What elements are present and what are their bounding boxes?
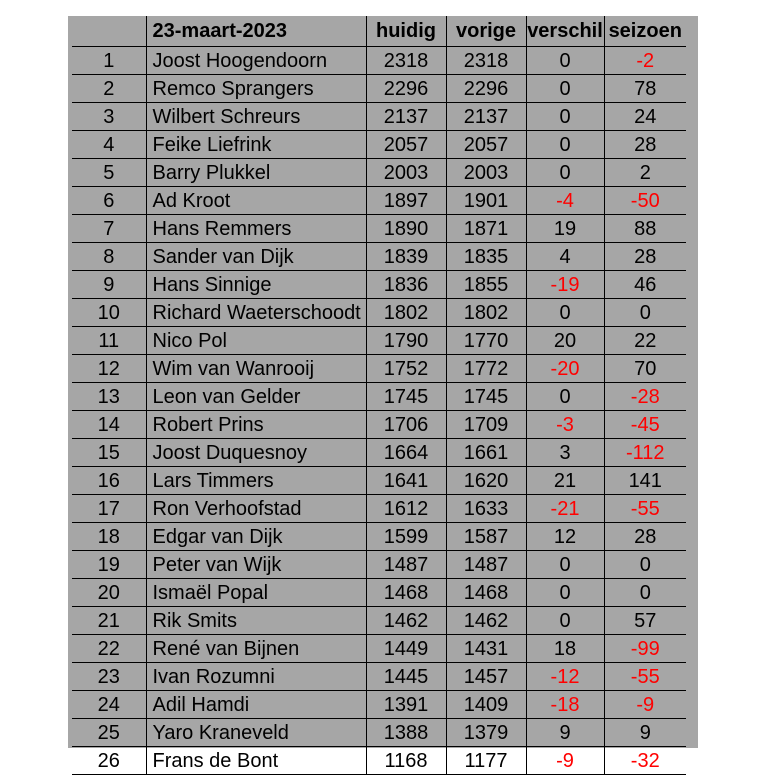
difference-cell: 0 <box>526 383 604 411</box>
previous-column-header: vorige <box>446 16 526 47</box>
current-rating-cell: 1706 <box>366 411 446 439</box>
table-row <box>72 215 686 243</box>
current-rating-cell: 1790 <box>366 327 446 355</box>
previous-rating-cell: 1462 <box>446 607 526 635</box>
table-row <box>72 607 686 635</box>
rank-cell: 1 <box>72 47 146 75</box>
player-name-cell: Robert Prins <box>146 411 366 439</box>
season-change-cell: 0 <box>604 299 686 327</box>
rank-cell: 26 <box>72 747 146 775</box>
difference-cell: -19 <box>526 271 604 299</box>
player-name-cell: Joost Duquesnoy <box>146 439 366 467</box>
table-row <box>72 523 686 551</box>
difference-cell: 9 <box>526 719 604 747</box>
season-change-cell: 22 <box>604 327 686 355</box>
season-change-cell: -45 <box>604 411 686 439</box>
season-change-cell: 141 <box>604 467 686 495</box>
table-row <box>72 187 686 215</box>
current-rating-cell: 1468 <box>366 579 446 607</box>
rank-cell: 14 <box>72 411 146 439</box>
difference-cell: -9 <box>526 747 604 775</box>
difference-cell: 0 <box>526 579 604 607</box>
difference-cell: 0 <box>526 103 604 131</box>
previous-rating-cell: 1620 <box>446 467 526 495</box>
table-row <box>72 747 686 775</box>
rank-cell: 19 <box>72 551 146 579</box>
rank-column-header <box>72 16 146 47</box>
season-change-cell: 28 <box>604 131 686 159</box>
table-row <box>72 327 686 355</box>
season-change-cell: -28 <box>604 383 686 411</box>
table-row <box>72 439 686 467</box>
rank-cell: 16 <box>72 467 146 495</box>
previous-rating-cell: 2003 <box>446 159 526 187</box>
difference-cell: 0 <box>526 607 604 635</box>
difference-cell: -18 <box>526 691 604 719</box>
difference-cell: -12 <box>526 663 604 691</box>
difference-cell: 0 <box>526 551 604 579</box>
rank-cell: 17 <box>72 495 146 523</box>
previous-rating-cell: 1468 <box>446 579 526 607</box>
rank-cell: 20 <box>72 579 146 607</box>
previous-rating-cell: 1431 <box>446 635 526 663</box>
player-name-cell: Feike Liefrink <box>146 131 366 159</box>
player-name-cell: Edgar van Dijk <box>146 523 366 551</box>
player-name-cell: Hans Remmers <box>146 215 366 243</box>
season-change-cell: 24 <box>604 103 686 131</box>
table-row <box>72 495 686 523</box>
previous-rating-cell: 1871 <box>446 215 526 243</box>
season-change-cell: -55 <box>604 495 686 523</box>
difference-column-header: verschil <box>526 16 604 47</box>
table-row <box>72 355 686 383</box>
current-rating-cell: 1839 <box>366 243 446 271</box>
difference-cell: 0 <box>526 299 604 327</box>
player-name-cell: Ad Kroot <box>146 187 366 215</box>
rank-cell: 22 <box>72 635 146 663</box>
current-rating-cell: 1449 <box>366 635 446 663</box>
difference-cell: 4 <box>526 243 604 271</box>
difference-cell: 20 <box>526 327 604 355</box>
table-row <box>72 131 686 159</box>
header-row <box>72 16 686 47</box>
season-change-cell: -2 <box>604 47 686 75</box>
difference-cell: 0 <box>526 159 604 187</box>
player-name-cell: Yaro Kraneveld <box>146 719 366 747</box>
rank-cell: 25 <box>72 719 146 747</box>
current-rating-cell: 1890 <box>366 215 446 243</box>
table-header <box>72 16 686 47</box>
season-change-cell: 78 <box>604 75 686 103</box>
player-name-cell: Peter van Wijk <box>146 551 366 579</box>
season-change-cell: -9 <box>604 691 686 719</box>
current-rating-cell: 2296 <box>366 75 446 103</box>
previous-rating-cell: 1587 <box>446 523 526 551</box>
current-rating-cell: 2003 <box>366 159 446 187</box>
season-change-cell: 28 <box>604 243 686 271</box>
current-rating-cell: 2137 <box>366 103 446 131</box>
player-name-cell: Ivan Rozumni <box>146 663 366 691</box>
previous-rating-cell: 1379 <box>446 719 526 747</box>
difference-cell: 12 <box>526 523 604 551</box>
table-row <box>72 663 686 691</box>
player-name-cell: Frans de Bont <box>146 747 366 775</box>
player-name-cell: Remco Sprangers <box>146 75 366 103</box>
table-row <box>72 299 686 327</box>
rank-cell: 7 <box>72 215 146 243</box>
season-change-cell: 28 <box>604 523 686 551</box>
difference-cell: -4 <box>526 187 604 215</box>
previous-rating-cell: 1177 <box>446 747 526 775</box>
player-name-cell: Leon van Gelder <box>146 383 366 411</box>
table-row <box>72 47 686 75</box>
previous-rating-cell: 1802 <box>446 299 526 327</box>
season-change-cell: -99 <box>604 635 686 663</box>
table-row <box>72 243 686 271</box>
current-rating-cell: 1168 <box>366 747 446 775</box>
player-name-cell: Rik Smits <box>146 607 366 635</box>
player-name-cell: Hans Sinnige <box>146 271 366 299</box>
date-header: 23-maart-2023 <box>146 16 366 47</box>
rank-cell: 21 <box>72 607 146 635</box>
current-rating-cell: 2057 <box>366 131 446 159</box>
rank-cell: 8 <box>72 243 146 271</box>
current-rating-cell: 2318 <box>366 47 446 75</box>
rank-cell: 15 <box>72 439 146 467</box>
season-change-cell: 88 <box>604 215 686 243</box>
current-rating-cell: 1897 <box>366 187 446 215</box>
season-change-cell: 0 <box>604 551 686 579</box>
table-body <box>72 47 686 775</box>
current-rating-cell: 1487 <box>366 551 446 579</box>
difference-cell: 0 <box>526 47 604 75</box>
player-name-cell: Ron Verhoofstad <box>146 495 366 523</box>
current-rating-cell: 1836 <box>366 271 446 299</box>
current-column-header: huidig <box>366 16 446 47</box>
season-change-cell: -112 <box>604 439 686 467</box>
player-name-cell: Nico Pol <box>146 327 366 355</box>
rank-cell: 3 <box>72 103 146 131</box>
table-row <box>72 159 686 187</box>
table-row <box>72 75 686 103</box>
table-row <box>72 467 686 495</box>
rank-cell: 24 <box>72 691 146 719</box>
season-change-cell: -50 <box>604 187 686 215</box>
player-name-cell: Barry Plukkel <box>146 159 366 187</box>
current-rating-cell: 1802 <box>366 299 446 327</box>
previous-rating-cell: 2057 <box>446 131 526 159</box>
previous-rating-cell: 1457 <box>446 663 526 691</box>
current-rating-cell: 1664 <box>366 439 446 467</box>
difference-cell: -21 <box>526 495 604 523</box>
difference-cell: 0 <box>526 75 604 103</box>
player-name-cell: Joost Hoogendoorn <box>146 47 366 75</box>
table-row <box>72 411 686 439</box>
previous-rating-cell: 1772 <box>446 355 526 383</box>
season-change-cell: -55 <box>604 663 686 691</box>
difference-cell: 3 <box>526 439 604 467</box>
table-row <box>72 579 686 607</box>
previous-rating-cell: 1835 <box>446 243 526 271</box>
player-name-cell: Richard Waeterschoodt <box>146 299 366 327</box>
table-row <box>72 691 686 719</box>
difference-cell: 19 <box>526 215 604 243</box>
rank-cell: 12 <box>72 355 146 383</box>
player-name-cell: Wilbert Schreurs <box>146 103 366 131</box>
difference-cell: -3 <box>526 411 604 439</box>
season-change-cell: -32 <box>604 747 686 775</box>
previous-rating-cell: 2137 <box>446 103 526 131</box>
current-rating-cell: 1641 <box>366 467 446 495</box>
difference-cell: 0 <box>526 131 604 159</box>
season-change-cell: 2 <box>604 159 686 187</box>
previous-rating-cell: 1855 <box>446 271 526 299</box>
table-row <box>72 271 686 299</box>
season-change-cell: 0 <box>604 579 686 607</box>
table-row <box>72 635 686 663</box>
rank-cell: 11 <box>72 327 146 355</box>
previous-rating-cell: 2296 <box>446 75 526 103</box>
rank-cell: 13 <box>72 383 146 411</box>
current-rating-cell: 1745 <box>366 383 446 411</box>
table-row <box>72 103 686 131</box>
player-name-cell: Lars Timmers <box>146 467 366 495</box>
season-change-cell: 9 <box>604 719 686 747</box>
rank-cell: 2 <box>72 75 146 103</box>
current-rating-cell: 1462 <box>366 607 446 635</box>
season-change-cell: 46 <box>604 271 686 299</box>
rank-cell: 18 <box>72 523 146 551</box>
rank-cell: 5 <box>72 159 146 187</box>
player-name-cell: Wim van Wanrooij <box>146 355 366 383</box>
previous-rating-cell: 1709 <box>446 411 526 439</box>
current-rating-cell: 1388 <box>366 719 446 747</box>
previous-rating-cell: 1661 <box>446 439 526 467</box>
season-change-cell: 57 <box>604 607 686 635</box>
table-row <box>72 719 686 747</box>
previous-rating-cell: 1487 <box>446 551 526 579</box>
current-rating-cell: 1445 <box>366 663 446 691</box>
player-name-cell: Adil Hamdi <box>146 691 366 719</box>
previous-rating-cell: 1745 <box>446 383 526 411</box>
table-row <box>72 383 686 411</box>
rank-cell: 6 <box>72 187 146 215</box>
previous-rating-cell: 1901 <box>446 187 526 215</box>
rank-cell: 4 <box>72 131 146 159</box>
player-name-cell: Ismaël Popal <box>146 579 366 607</box>
difference-cell: 21 <box>526 467 604 495</box>
difference-cell: -20 <box>526 355 604 383</box>
season-column-header: seizoen <box>604 16 686 47</box>
current-rating-cell: 1612 <box>366 495 446 523</box>
rating-table <box>72 16 686 775</box>
current-rating-cell: 1599 <box>366 523 446 551</box>
rank-cell: 9 <box>72 271 146 299</box>
player-name-cell: René van Bijnen <box>146 635 366 663</box>
current-rating-cell: 1391 <box>366 691 446 719</box>
previous-rating-cell: 1633 <box>446 495 526 523</box>
current-rating-cell: 1752 <box>366 355 446 383</box>
previous-rating-cell: 1409 <box>446 691 526 719</box>
season-change-cell: 70 <box>604 355 686 383</box>
difference-cell: 18 <box>526 635 604 663</box>
previous-rating-cell: 1770 <box>446 327 526 355</box>
table-row <box>72 551 686 579</box>
rank-cell: 23 <box>72 663 146 691</box>
previous-rating-cell: 2318 <box>446 47 526 75</box>
rank-cell: 10 <box>72 299 146 327</box>
player-name-cell: Sander van Dijk <box>146 243 366 271</box>
